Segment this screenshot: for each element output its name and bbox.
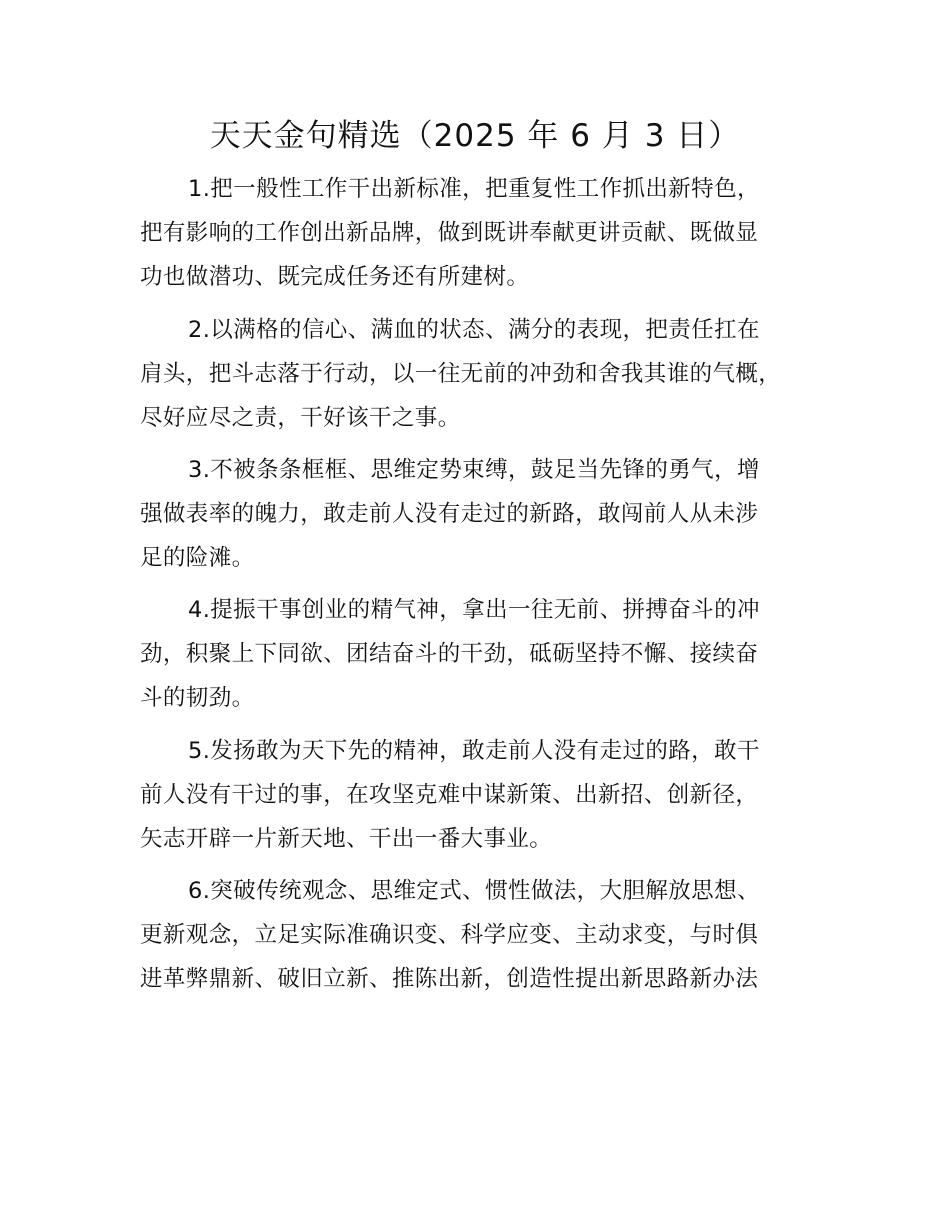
- paragraph-5: [140, 729, 840, 861]
- paragraph-line: 尽好应尽之责，干好该干之事。: [140, 405, 461, 431]
- paragraph-line: 4.提振干事创业的精气神，拿出一往无前、拼搏奋斗的冲: [188, 597, 760, 623]
- paragraph-line: 把有影响的工作创出新品牌，做到既讲奉献更讲贡献、既做显: [140, 220, 759, 246]
- paragraph-line: 3.不被条条框框、思维定势束缚，鼓足当先锋的勇气，增: [188, 457, 760, 483]
- paragraph-6: [140, 869, 840, 1001]
- paragraph-line: 5.发扬敢为天下先的精神，敢走前人没有走过的路，敢干: [188, 738, 760, 764]
- paragraph-line: 进革弊鼎新、破旧立新、推陈出新，创造性提出新思路新办法: [140, 966, 759, 992]
- paragraph-line: 肩头，把斗志落于行动，以一往无前的冲劲和舍我其谁的气概，: [140, 361, 782, 387]
- paragraph-line: 1.把一般性工作干出新标准，把重复性工作抓出新特色，: [188, 176, 760, 202]
- paragraph-line: 斗的韧劲。: [140, 685, 255, 711]
- paragraph-4: [140, 588, 840, 720]
- paragraph-1: [140, 167, 840, 299]
- paragraph-line: 更新观念，立足实际准确识变、科学应变、主动求变，与时俱: [140, 922, 759, 948]
- paragraph-3: [140, 448, 840, 580]
- paragraph-line: 矢志开辟一片新天地、干出一番大事业。: [140, 826, 553, 852]
- document-title: 天天金句精选（2025 年 6 月 3 日）: [209, 118, 741, 154]
- paragraph-line: 前人没有干过的事，在攻坚克难中谋新策、出新招、创新径，: [140, 782, 759, 808]
- paragraph-line: 劲，积聚上下同欲、团结奋斗的干劲，砥砺坚持不懈、接续奋: [140, 641, 759, 667]
- paragraph-line: 6.突破传统观念、思维定式、惯性做法，大胆解放思想、: [188, 878, 760, 904]
- paragraph-line: 足的险滩。: [140, 545, 255, 571]
- paragraph-line: 强做表率的魄力，敢走前人没有走过的新路，敢闯前人从未涉: [140, 501, 759, 527]
- paragraph-line: 2.以满格的信心、满血的状态、满分的表现，把责任扛在: [188, 317, 760, 343]
- paragraph-2: [140, 308, 840, 440]
- paragraph-line: 功也做潜功、既完成任务还有所建树。: [140, 264, 530, 290]
